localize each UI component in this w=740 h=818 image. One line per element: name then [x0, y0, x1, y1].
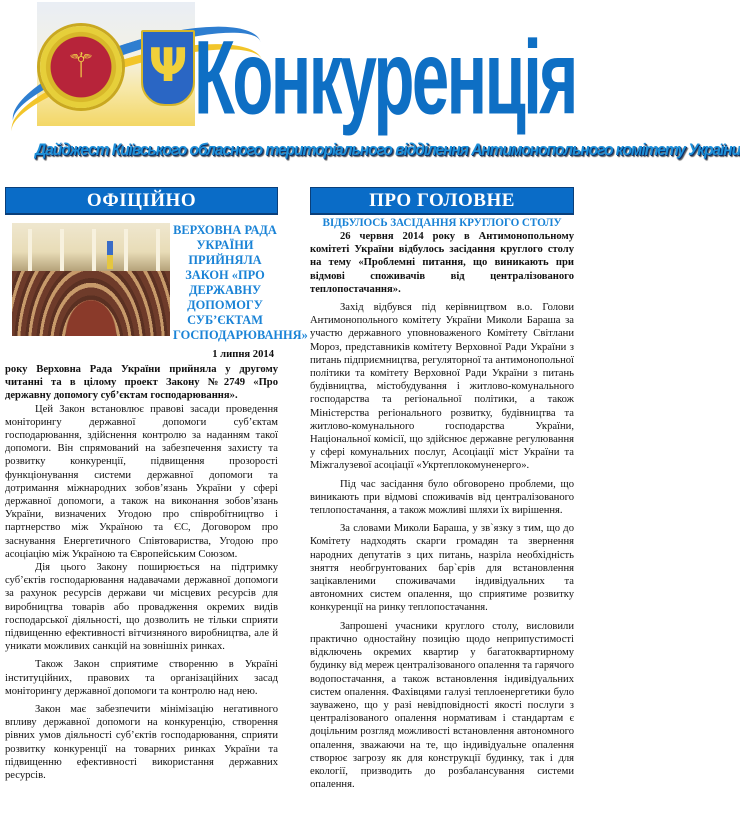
- amcu-emblem-icon: [40, 26, 122, 108]
- section-title: ПРО ГОЛОВНЕ: [369, 190, 515, 211]
- article-body: [5, 363, 278, 782]
- article-paragraph: Захід відбувся під керівництвом в.о. Голови Антимонопольного комітету України Миколи Бараша за участю державного уповноваженого Комітету Світлани Мороз, представників комітету Верховної Ради України з питань підприємництва, регуляторної та антимонопольної політики та комітету Верховної Ради України з питань будівництва, містобудування і житлово-комунального господарства та регіональної політики, а також Міністерства регіонального розвитку, будівництва та житлово-комунального господарства України, Національної комісії, що здійснює державне регулювання у сфері комунальних послуг, Асоціації міст України та Міжгалузевої асоціації «Укртеплокомуненерго».: [310, 302, 574, 472]
- masthead: [0, 0, 740, 180]
- logo-panel: [37, 2, 195, 126]
- article-lead: року Верховна Рада України прийняла у другому читанні та в цілому проект Закону №2749 «Про державну допомогу суб’єктам господарювання».: [5, 364, 278, 402]
- section-title: ОФІЦІЙНО: [86, 190, 197, 211]
- article-paragraph: Також Закон сприятиме створенню в Україні інституційних, правових та організаційних засад моніторингу державної допомоги та контролю над нею.: [5, 659, 278, 697]
- article-paragraph: Запрошені учасники круглого столу, висловили практично одностайну позицію щодо неприпустимості відключень окремих квартир у багатоквартирному будинку від мереж централізованого опалення та гарячого водопостачання, а також встановлення індивідуальних систем опалення. Фахівцями галузі теплоенергетики було зауважено, що у разі невідповідності якості послуги з централізованого опалення нормативам і стандартам є доцільним розгляд можливості встановлення автономного опалення, зважаючи на те, що індивідуальне опалення створює загрозу як для конструкції будинку, так і для екології, призводить до розбалансування системи опалення.: [310, 620, 574, 791]
- newsletter-subtitle: Дайджест Київського обласного територіального відділення Антимонопольного комітету України: [35, 140, 740, 159]
- newsletter-title: Конкуренція: [194, 17, 576, 137]
- article-paragraph: Під час засідання було обговорено проблеми, що виникають при відмові споживачів від централізованого теплопостачання, а також можливі шляхи їх вирішення.: [310, 478, 574, 517]
- section-banner-official: [5, 187, 278, 215]
- article-headline: ВІДБУЛОСЬ ЗАСІДАННЯ КРУГЛОГО СТОЛУ: [322, 217, 562, 229]
- article-paragraph: За словами Миколи Бараша, у зв`язку з тим, що до Комітету надходять скарги громадян та звернення народних депутатів з цих питань, назріла необхідність зняття необгрунтованих бар`єрів для встановлення зацікавленими споживачами індивідуальних та автономних систем опалення, що сприятиме розвитку конкуренції на ринку теплопостачання.: [310, 523, 574, 614]
- photo-flag: [107, 241, 113, 269]
- article-paragraph: Закон має забезпечити мінімізацію негативного впливу державної допомоги на конкуренцію, створення рівних умов діяльності суб’єктів господарювання, сприяти розвитку конкуренції на товарних ринках України та підвищенню ефективності використання державних ресурсів.: [5, 704, 278, 782]
- lead-date: 1 липня 2014: [212, 349, 274, 360]
- trident-coat-of-arms-icon: [141, 30, 195, 106]
- section-banner-main: [310, 187, 574, 215]
- article-lead: 26 червня 2014 року в Антимонопольному комітеті України відбулось засідання круглого столу на тему «Проблемні питання, що виникають при відмові споживачів від централізованого теплопостачання».: [310, 231, 574, 295]
- article-paragraph: Цей Закон встановлює правові засади проведення моніторингу державної допомоги суб’єктам господарювання, здійснення контролю за наданням такої допомоги. Він спрямований на забезпечення захисту та розвитку конкуренції, підвищення прозорості функціонування системи державної допомоги та дотримання міжнародних зобов’язань України у сфері державної допомоги, а також на виконання зобов’язань України, визначених Угодою про співробітництво і партнерство між Україною та ЄС, Договором про заснування Енергетичного Співтовариства, Угодою про асоціацію між Україною та Європейським Союзом.: [5, 403, 278, 560]
- left-column: [5, 187, 308, 782]
- right-column: [310, 187, 574, 791]
- article-headline: ВЕРХОВНА РАДА УКРАЇНИ ПРИЙНЯЛА ЗАКОН «ПРО ДЕРЖАВНУ ДОПОМОГУ СУБ’ЄКТАМ ГОСПОДАРЮВАННЯ»: [173, 223, 308, 342]
- article-paragraph: Дія цього Закону поширюється на підтримку суб’єктів господарювання надавачами державної допомоги за рахунок ресурсів держави чи місцевих ресурсів для виробництва товарів або провадження окремих видів господарської діяльності, що дозволить не тільки сприяти підвищенню ефективності вітчизняного виробництва, але й уникати можливих санкцій на зовнішніх ринках.: [5, 562, 278, 653]
- feature-block: [5, 223, 308, 363]
- verkhovna-rada-hall-photo: [12, 223, 170, 336]
- photo-pillars: [12, 229, 170, 271]
- article-body: [310, 230, 574, 791]
